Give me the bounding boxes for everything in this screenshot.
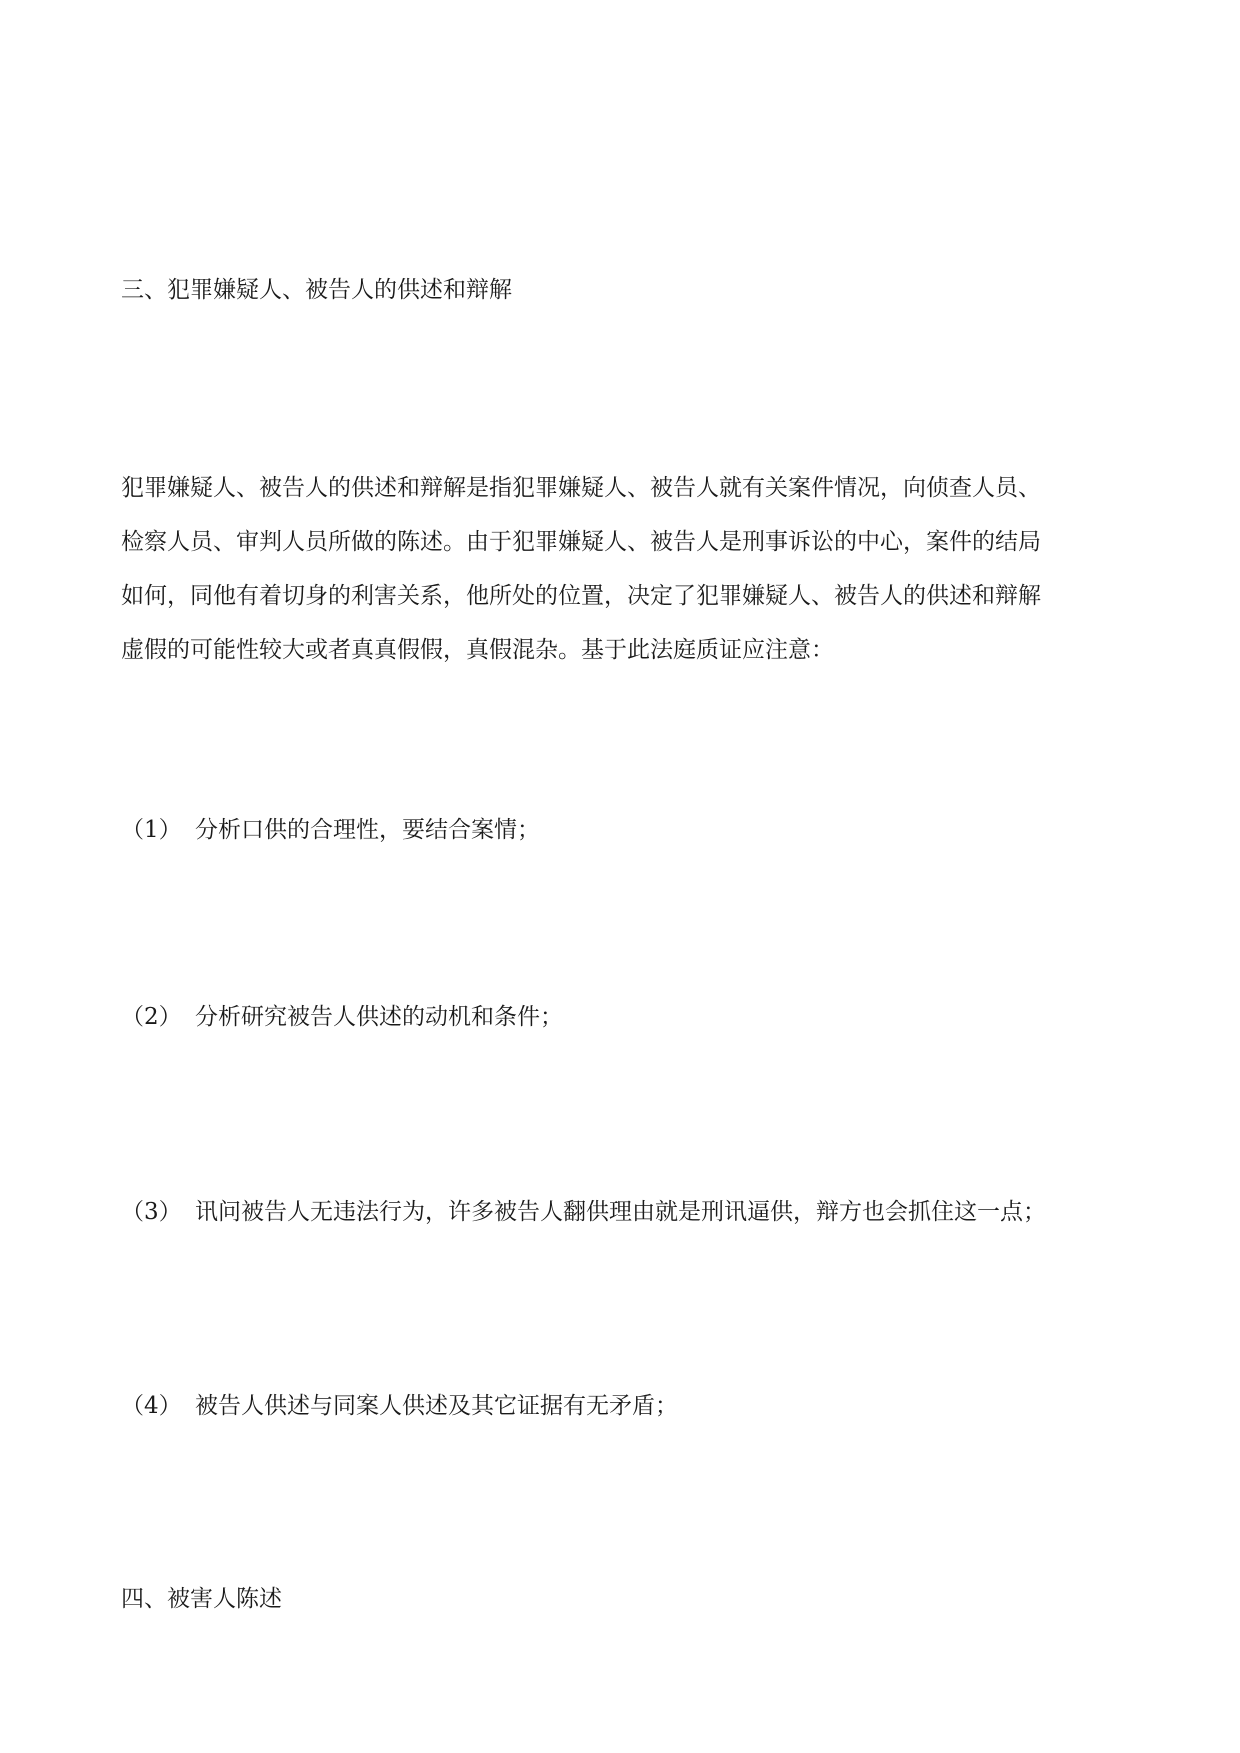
list-item-text: 讯问被告人无违法行为，许多被告人翻供理由就是刑讯逼供，辩方也会抓住这一点；: [195, 1199, 1046, 1225]
list-item-number: （4）: [121, 1393, 182, 1419]
body-paragraph: [121, 461, 1131, 677]
list-item-text: 分析研究被告人供述的动机和条件；: [195, 1004, 563, 1030]
paragraph-line: 检察人员、审判人员所做的陈述。由于犯罪嫌疑人、被告人是刑事诉讼的中心，案件的结局: [121, 529, 1041, 555]
list-item-number: （1）: [121, 817, 182, 843]
list-item: [121, 1201, 1046, 1224]
paragraph-line: 犯罪嫌疑人、被告人的供述和辩解是指犯罪嫌疑人、被告人就有关案件情况，向侦查人员、: [121, 475, 1041, 501]
paragraph-line: 如何，同他有着切身的利害关系，他所处的位置，决定了犯罪嫌疑人、被告人的供述和辩解: [121, 583, 1041, 609]
section-heading: 四、被害人陈述: [121, 1586, 282, 1612]
list-item-number: （2）: [121, 1004, 182, 1030]
list-item: [121, 1006, 563, 1029]
paragraph-line: 虚假的可能性较大或者真真假假，真假混杂。基于此法庭质证应注意：: [121, 637, 834, 663]
list-item-text: 分析口供的合理性，要结合案情；: [195, 817, 540, 843]
section-heading: 三、犯罪嫌疑人、被告人的供述和辩解: [121, 277, 512, 303]
list-item: [121, 819, 540, 842]
list-item: [121, 1395, 678, 1418]
list-item-text: 被告人供述与同案人供述及其它证据有无矛盾；: [195, 1393, 678, 1419]
list-item-number: （3）: [121, 1199, 182, 1225]
